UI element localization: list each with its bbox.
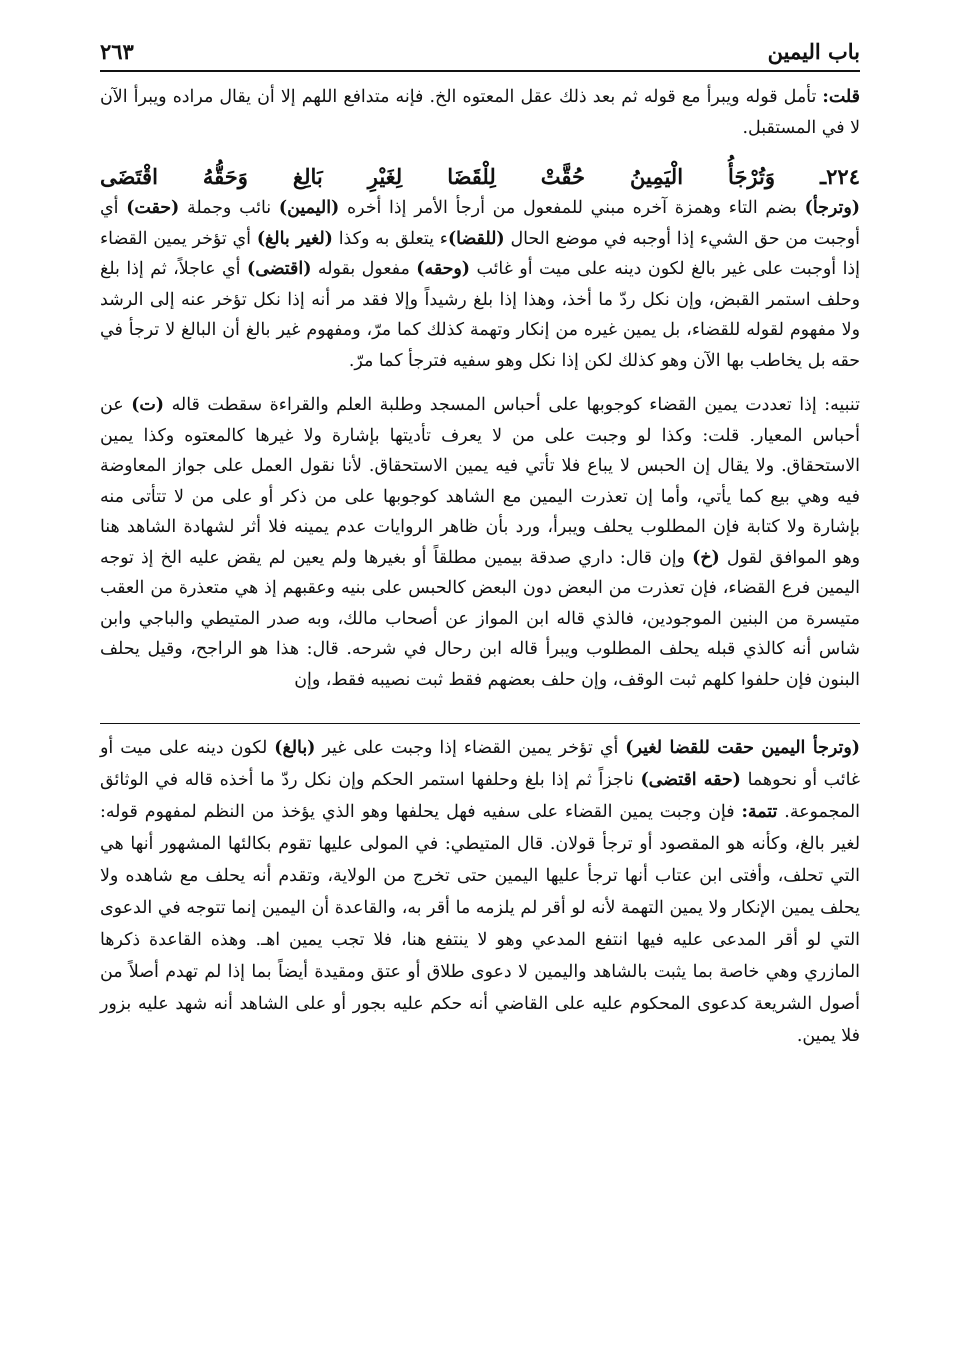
footnote-text: فإن وجبت يمين القضاء على سفيه فهل يحلفها وهو الذي يؤخذ من النظم لمفهوم قوله: لغير بالغ، وكأنه هو المقصود أو ترجأ قولان. قال المتيطي: في المولى عليها تقوم بكالئها المشهور أنها هي التي تحلف، وأفتى ابن عتاب أنها ترجأ عليها اليمين حتى تخرج من الولاية، وتقدم أنه يحلف مع شاهده ولا يحلف يمين الإنكار ولا يمين التهمة لأنه لو أقر لم يلزمه ما أقر به، والقاعدة أن اليمين إنما تتوجه في الدعوى التي لو أقر المدعى عليه فيها انتفع المدعي وهو لا ينتفع هنا، فلا تجب يمين اهـ. وهذه القاعدة ذكرها المازري وهي خاصة بما يثبت بالشاهد واليمين لا دعوى طلاق أو عتق ومقيدة أيضاً بما إذا لم تهدم أصلاً من أصول الشريعة كدعوى المحكوم عليه على القاضي أنه حكم عليه بجور أو على الشاهد أنه شهد عليه بزور فلا يمين. — [100, 802, 860, 1046]
note-paragraph — [100, 82, 860, 143]
footnote-divider — [100, 723, 860, 724]
commentary-text: بضم التاء وهمزة آخره مبني للمفعول من أرجأ الأمر إذا أخره — [339, 198, 805, 218]
commentary-term: (اقتضى) — [247, 259, 312, 279]
commentary-text: أي أوجبت من حق الشيء إذا أوجبه في موضع الحال — [100, 198, 860, 249]
footnote-text: ناجزاً ثم إذا بلغ وحلفها استمر الحكم وإن نكل ردّ ما أخذه قاله في الوثائق المجموعة. — [100, 770, 860, 822]
footnote-text: لكون دينه على ميت أو غائب أو نحوهما — [100, 738, 860, 790]
footnote-term: تتمة: — [741, 802, 778, 822]
commentary-text: أي تؤخر يمين القضاء إذا أوجبت على غير بالغ لكون دينه على ميت أو غائب — [100, 228, 861, 279]
note-text: تأمل قوله ويبرأ مع قوله ثم بعد ذلك عقل المعتوه الخ. فإنه متدافع اللهم إلا أن يقال مراده ويبرأ الآن لا في المستقبل. — [100, 87, 860, 138]
notice-term: (خ) — [692, 547, 720, 568]
commentary-term: (وحقه) — [416, 259, 471, 279]
notice-paragraph — [100, 390, 860, 695]
footnote-term: (حقه اقتضى) — [640, 770, 741, 790]
commentary-text: أي عاجلاً، ثم إذا بلغ وحلف استمر القبض، وإن نكل ردّ ما أخذ، وهذا إذا بلغ رشيداً وإلا فقد مر أنه إذا نكل تؤخر عنه إلى الرشد ولا مفهوم لقوله للقضاء، بل يمين غيره من إنكار وتهمة كذلك كما مرّ، ومفهوم غير بالغ أن البالغ لا ترجأ في حقه بل يخاطب بها الآن وهو كذلك لكن إذا نكل وهو سفيه فترجأ كما مرّ. — [100, 259, 860, 371]
commentary-text: نائب وجملة — [179, 198, 279, 218]
note-label: قلت: — [822, 87, 860, 107]
commentary-paragraph — [100, 193, 860, 376]
book-page — [100, 28, 860, 1328]
running-head — [100, 28, 860, 72]
notice-text: إذا تعددت يمين القضاء كوجوبها على أحباس المسجد وطلبة العلم والقراءة سقطت قاله — [164, 395, 825, 415]
notice-text: عن أحباس المعيار. قلت: وكذا لو وجبت على من لا يعرف تأديتها بإشارة ولا غيرها كالمعتوه وكذا يمين الاستحقاق. ولا يقال إن الحبس لا يباع فلا تأتي فيه يمين الاستحقاق. لأنا نقول العمل على جواز المعاوضة فيه وهي بيع كما يأتي، وأما إن تعذرت اليمين مع الشاهد كوجوبها على من ذكر أو على من لا تتأتى منه بإشارة ولا كتابة فإن المطلوب يحلف ويبرأ، ورد بأن ظاهر الروايات عدم يمينه فلا أثر لشهادة الشاهد هنا وهو الموافق لقول — [100, 395, 860, 568]
commentary-term: (وترجأ) — [804, 198, 860, 218]
chapter-title: باب اليمين — [767, 39, 860, 64]
notice-label: تنبيه: — [824, 395, 860, 415]
commentary-term: (لغير بالغ) — [256, 228, 333, 249]
commentary-text: مفعول بقوله — [311, 259, 417, 279]
notice-term: (ت) — [131, 395, 165, 415]
commentary-text: ء يتعلق به وكذا — [332, 228, 448, 249]
footnote-paragraph — [100, 732, 860, 1052]
page-number: ٢٦٣ — [100, 39, 134, 64]
commentary-term: (اليمين) — [278, 198, 340, 218]
footnote-text: أي تؤخر يمين القضاء إذا وجبت على غير — [315, 738, 626, 758]
footnote-term: (بالغ) — [274, 738, 316, 758]
commentary-term: (حقت) — [126, 198, 180, 218]
footnote-term: (وترجأ اليمين حقت للقضا لغير) — [625, 738, 860, 758]
commentary-term: (للقضا) — [447, 228, 505, 249]
verse-line: ٢٢٤ـ وَتُرْجَأُ الْيَمِينُ حُقَّتْ لِلْقَضَا لِغَيْرِ بَالِغ وَحَقُّهُ اقْتَضَى — [100, 164, 860, 189]
notice-text: وإن قال: داري صدقة بيمين مطلقاً أو بغيرها ولم يعين لم يقض عليه الخ إذ توجه اليمين فرع القضاء، فإن تعذرت من البعض دون البعض كالحبس على بنيه وعقبهم إذ هي متعذرة من العقب متيسرة من البنين الموجودين، فالذي قاله ابن المواز عن أصحاب مالك، وبه صدر المتيطي والباجي وابن شاس أنه كالذي قبله يحلف المطلوب ويبرأ قاله ابن رحال في شرحه. قال: هذا هو الراجح، وقيل يحلف البنون فإن حلفوا كلهم ثبت الوقف، وإن حلف بعضهم فقط ثبت نصيبه فقط، وإن — [100, 547, 860, 690]
